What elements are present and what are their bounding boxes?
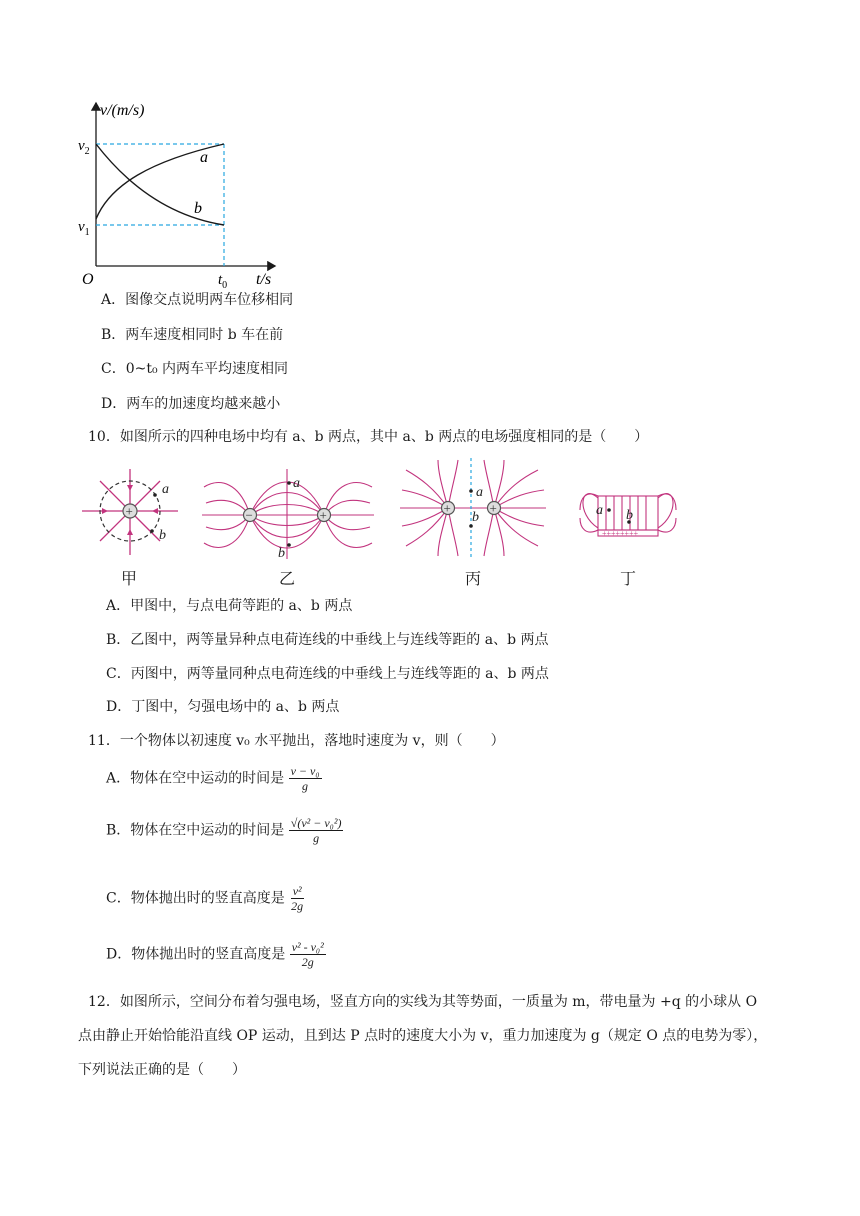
q11-stem: 11．一个物体以初速度 v₀ 水平抛出，落地时速度为 v，则（ ）	[88, 733, 505, 749]
q10-figure-ding	[576, 476, 680, 556]
q11-option-d[interactable]: D．物体抛出时的竖直高度是 $\frac{\text{v² - v₀²}}{2g}$	[106, 940, 324, 969]
svg-text:a: a	[293, 476, 300, 491]
q9-option-b[interactable]: B．两车速度相同时 b 车在前	[101, 327, 284, 343]
q12-line-1: 12．如图所示，空间分布着匀强电场，竖直方向的实线为其等势面，一质量为 m，带电量为 +q 的小球从 O	[88, 994, 758, 1010]
svg-text:a: a	[476, 485, 483, 500]
x-axis-label: t/s	[256, 271, 272, 288]
svg-text:+: +	[319, 507, 327, 523]
curve-a-label: a	[200, 149, 208, 166]
q9-option-d[interactable]: D．两车的加速度均越来越小	[101, 396, 281, 412]
q10-caption-jia: 甲	[121, 569, 138, 588]
q11-b-fraction: $\frac{\text{√(v² − v₀²)}}{g}$	[290, 816, 342, 845]
svg-text:+: +	[443, 500, 451, 516]
svg-text:+: +	[125, 503, 133, 519]
q11-c-fraction: $\frac{\text{v²}}{2g}$	[291, 884, 304, 913]
svg-text:+: +	[489, 500, 497, 516]
q10-caption-ding: 丁	[620, 569, 637, 588]
svg-text:a: a	[596, 503, 603, 518]
q10-caption-yi: 乙	[279, 569, 296, 588]
svg-text:b: b	[159, 528, 166, 543]
q10-option-c[interactable]: C．丙图中，两等量同种点电荷连线的中垂线上与连线等距的 a、b 两点	[106, 666, 549, 682]
y-axis-label: v/(m/s)	[100, 102, 145, 119]
q10-stem: 10．如图所示的四种电场中均有 a、b 两点，其中 a、b 两点的电场强度相同的是（ ）	[88, 429, 649, 445]
q10-option-a[interactable]: A．甲图中，与点电荷等距的 a、b 两点	[106, 598, 353, 614]
svg-text:a: a	[162, 482, 169, 497]
svg-text:b: b	[626, 508, 633, 523]
svg-text:−: −	[245, 507, 253, 523]
q12-line-3: 下列说法正确的是（ ）	[78, 1062, 246, 1078]
q11-option-c[interactable]: C．物体抛出时的竖直高度是 $\frac{\text{v²}}{2g}$	[106, 884, 304, 913]
svg-text:b: b	[472, 510, 479, 525]
q10-option-d[interactable]: D．丁图中，匀强电场中的 a、b 两点	[106, 699, 340, 715]
curve-b-label: b	[194, 200, 202, 217]
q9-option-a[interactable]: A．图像交点说明两车位移相同	[101, 292, 294, 308]
svg-text:++++++++: ++++++++	[602, 529, 639, 538]
v2-label: $v_2$	[78, 138, 90, 157]
q11-a-fraction: $\frac{\text{v − v₀}}{g}$	[290, 764, 320, 793]
q11-option-a[interactable]: A．物体在空中运动的时间是 $\frac{\text{v − v₀}}{g}$	[106, 764, 320, 793]
q10-caption-bing: 丙	[465, 569, 482, 588]
q12-line-2: 点由静止开始恰能沿直线 OP 运动，且到达 P 点时的速度大小为 v，重力加速度为 g（规定 O 点的电势为零），	[78, 1028, 768, 1044]
v1-label: $v_1$	[78, 219, 90, 238]
q10-figure-jia	[80, 467, 180, 559]
q10-figure-yi	[200, 463, 376, 561]
q9-vt-graph	[70, 95, 290, 290]
q10-option-b[interactable]: B．乙图中，两等量异种点电荷连线的中垂线上与连线等距的 a、b 两点	[106, 632, 549, 648]
q10-figure-bing	[398, 456, 548, 560]
q9-option-c[interactable]: C．0~t₀ 内两车平均速度相同	[101, 361, 289, 377]
t0-label: $t_0$	[218, 272, 228, 290]
origin-label: O	[82, 271, 94, 288]
q11-d-fraction: $\frac{\text{v² - v₀²}}{2g}$	[291, 940, 324, 969]
svg-text:b: b	[278, 546, 285, 561]
q11-option-b[interactable]: B．物体在空中运动的时间是 $\frac{\text{√(v² − v₀²)}}{g}$	[106, 816, 342, 845]
